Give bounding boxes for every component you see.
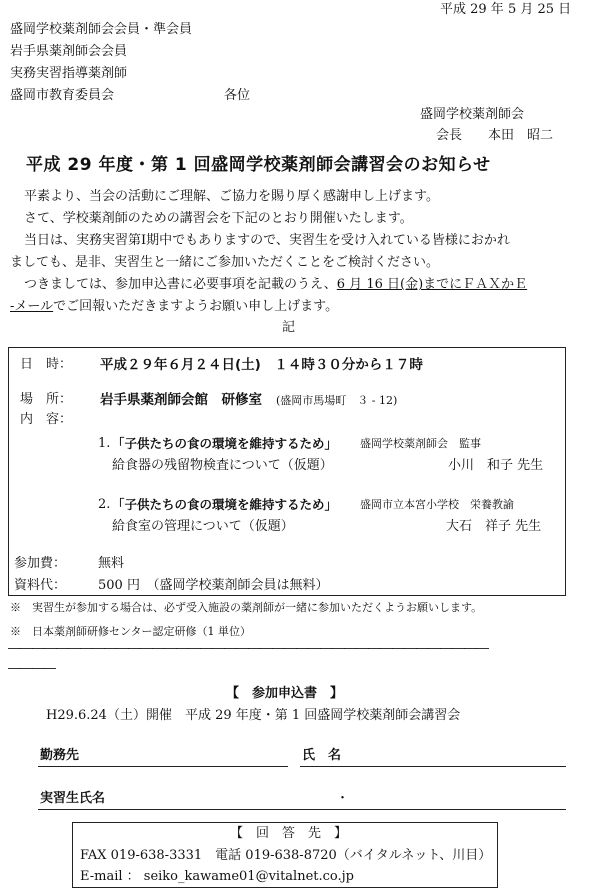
recipients-suffix: 各位 bbox=[224, 88, 251, 103]
date-label: 日 時： bbox=[20, 357, 73, 372]
cut-line-1: ―――――――――――――――――――――――――――――――――――――――― bbox=[8, 641, 488, 656]
fee-value: 無料 bbox=[98, 556, 125, 571]
body-paragraph-4-tail: でご回報いただきますようお願い申し上げます。 bbox=[53, 299, 339, 314]
lecture-2-number: 2. bbox=[98, 497, 111, 512]
student-name-separator: ・ bbox=[336, 791, 350, 806]
body-paragraph-4-line-1 bbox=[24, 277, 527, 293]
workplace-label: 勤務先 bbox=[40, 748, 80, 763]
page-title: 平成 29 年度・第 1 回盛岡学校薬剤師会講習会のお知らせ bbox=[26, 155, 491, 175]
lecture-2-speaker: 大石 祥子 先生 bbox=[446, 519, 542, 534]
content-label: 内 容： bbox=[20, 412, 73, 427]
sender-title: 会長 bbox=[436, 128, 463, 143]
body-paragraph-4-text: つきましては、参加申込書に必要事項を記載のうえ、 bbox=[24, 277, 337, 292]
body-paragraph-1: 平素より、当会の活動にご理解、ご協力を賜り厚く感謝申し上げます。 bbox=[24, 189, 439, 204]
fee-label: 参加費： bbox=[14, 556, 67, 571]
body-paragraph-2: さて、学校薬剤師のための講習会を下記のとおり開催いたします。 bbox=[24, 211, 413, 226]
cut-line-2: ―――― bbox=[8, 661, 56, 676]
lecture-1-affiliation: 盛岡学校薬剤師会 監事 bbox=[360, 437, 481, 450]
place-address: (盛岡市馬場町 ３ - 12) bbox=[276, 394, 398, 407]
body-paragraph-3-line-1: 当日は、実務実習第Ⅰ期中でもありますので、実習生を受け入れている皆様におかれ bbox=[24, 233, 510, 248]
student-name-field[interactable] bbox=[38, 809, 566, 810]
lecture-1-number: 1. bbox=[98, 436, 111, 451]
recipient-4: 盛岡市教育委員会 bbox=[10, 88, 115, 103]
name-field[interactable] bbox=[300, 766, 566, 767]
student-name-label: 実習生氏名 bbox=[40, 791, 106, 806]
place-label: 場 所： bbox=[20, 392, 73, 407]
note-2: ※ 日本薬剤師研修センター認定研修（1 単位） bbox=[10, 625, 252, 638]
lecture-2-affiliation: 盛岡市立本宮小学校 栄養教諭 bbox=[360, 498, 514, 511]
place-value: 岩手県薬剤師会館 研修室 bbox=[100, 392, 262, 408]
issue-date: 平成 29 年 5 月 25 日 bbox=[440, 2, 572, 17]
lecture-2-title: 「子供たちの食の環境を維持するため」 bbox=[112, 497, 338, 512]
workplace-field[interactable] bbox=[38, 766, 288, 767]
name-label: 氏 名 bbox=[302, 748, 342, 763]
lecture-2-subtitle: 給食室の管理について（仮題） bbox=[112, 519, 294, 534]
lecture-1-speaker: 小川 和子 先生 bbox=[448, 458, 544, 473]
email-method-text: -メール bbox=[10, 299, 54, 314]
lecture-1-subtitle: 給食器の残留物検査について（仮題） bbox=[112, 458, 333, 473]
reply-email: E-mail ： seiko_kawame01@vitalnet.co.jp bbox=[80, 869, 354, 884]
reply-fax-phone: FAX 019-638-3331 電話 019-638-8720（バイタルネット、川目） bbox=[80, 848, 492, 863]
recipient-2: 岩手県薬剤師会会員 bbox=[10, 44, 128, 59]
form-heading: 【 参加申込書 】 bbox=[226, 686, 344, 701]
material-value: 500 円 （盛岡学校薬剤師会員は無料） bbox=[98, 578, 329, 593]
body-paragraph-4-line-2 bbox=[10, 299, 338, 315]
deadline-text: 6 月 16 日(金)までにＦＡＸかＥ bbox=[336, 277, 528, 292]
form-subheading: H29.6.24（土）開催 平成 29 年度・第 1 回盛岡学校薬剤師会講習会 bbox=[46, 708, 461, 723]
note-1: ※ 実習生が参加する場合は、必ず受入施設の薬剤師が一緒に参加いただくようお願いします。 bbox=[10, 601, 483, 614]
body-paragraph-3-line-2: ましても、是非、実習生と一緒にご参加いただくことをご検討ください。 bbox=[10, 255, 440, 270]
ki-marker: 記 bbox=[282, 320, 296, 335]
date-value: 平成２９年６月２４日(土) １４時３０分から１７時 bbox=[100, 357, 423, 373]
material-label: 資料代： bbox=[14, 578, 67, 593]
recipient-3: 実務実習指導薬剤師 bbox=[10, 66, 128, 81]
sender-org: 盛岡学校薬剤師会 bbox=[420, 107, 525, 122]
sender-name: 本田 昭二 bbox=[488, 128, 554, 143]
lecture-1-title: 「子供たちの食の環境を維持するため」 bbox=[112, 436, 338, 451]
recipient-1: 盛岡学校薬剤師会会員・準会員 bbox=[10, 22, 193, 37]
reply-heading: 【 回 答 先 】 bbox=[230, 826, 348, 841]
